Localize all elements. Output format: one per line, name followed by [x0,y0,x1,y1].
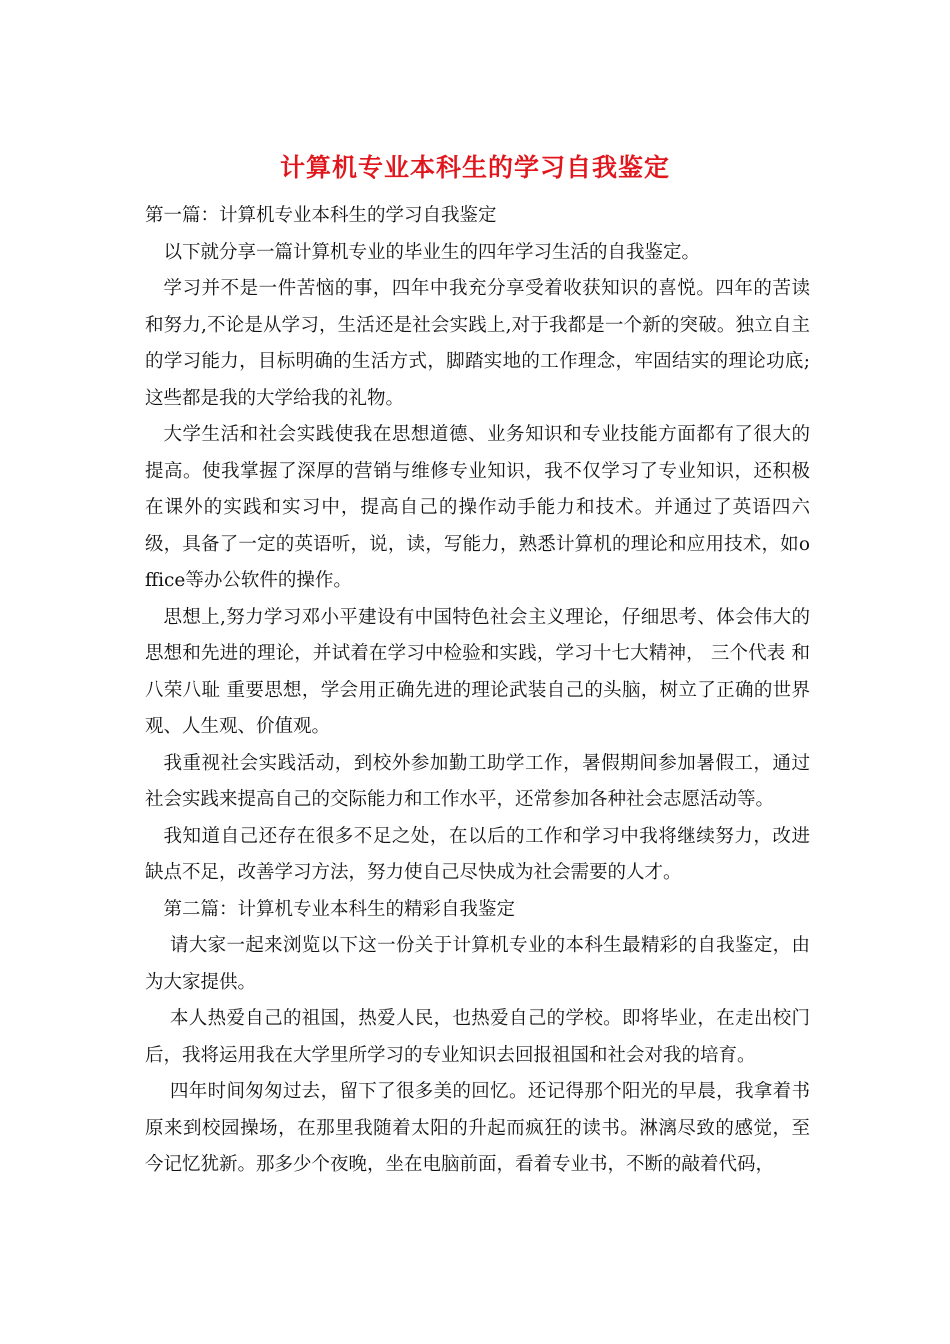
paragraph: 我知道自己还存在很多不足之处，在以后的工作和学习中我将继续努力，改进缺点不足，改善学习方法，努力使自己尽快成为社会需要的人才。 [145,825,810,883]
section-heading-1: 第一篇：计算机专业本科生的学习自我鉴定 [145,205,497,226]
paragraph: 我重视社会实践活动，到校外参加勤工助学工作，暑假期间参加暑假工，通过社会实践来提高自己的交际能力和工作水平，还常参加各种社会志愿活动等。 [145,752,810,810]
document-body [145,198,810,1184]
paragraph: 思想上,努力学习邓小平建设有中国特色社会主义理论，仔细思考、体会伟大的思想和先进的理论，并试着在学习中检验和实践，学习十七大精神， 三个代表 和 八荣八耻 重要思想，学会用正确先进的理论武装自己的头脑，树立了正确的世界观、人生观、价值观。 [145,606,810,737]
paragraph: 四年时间匆匆过去，留下了很多美的回忆。还记得那个阳光的早晨，我拿着书原来到校园操场，在那里我随着太阳的升起而疯狂的读书。淋漓尽致的感觉，至今记忆犹新。那多少个夜晚，坐在电脑前面，看着专业书，不断的敲着代码， [145,1081,810,1175]
paragraph: 以下就分享一篇计算机专业的毕业生的四年学习生活的自我鉴定。 [163,241,701,263]
section-heading-2: 第二篇：计算机专业本科生的精彩自我鉴定 [163,898,516,920]
paragraph: 学习并不是一件苦恼的事，四年中我充分享受着收获知识的喜悦。四年的苦读和努力,不论是从学习，生活还是社会实践上,对于我都是一个新的突破。独立自主的学习能力，目标明确的生活方式，脚踏实地的工作理念，牢固结实的理论功底;这些都是我的大学给我的礼物。 [145,278,810,409]
paragraph: 大学生活和社会实践使我在思想道德、业务知识和专业技能方面都有了很大的提高。使我掌握了深厚的营销与维修专业知识，我不仅学习了专业知识，还积极在课外的实践和实习中，提高自己的操作动手能力和技术。并通过了英语四六级，具备了一定的英语听，说，读，写能力，熟悉计算机的理论和应用技术，如office等办公软件的操作。 [145,424,810,591]
paragraph: 请大家一起来浏览以下这一份关于计算机专业的本科生最精彩的自我鉴定，由为大家提供。 [145,935,810,993]
paragraph: 本人热爱自己的祖国，热爱人民，也热爱自己的学校。即将毕业，在走出校门后，我将运用我在大学里所学习的专业知识去回报祖国和社会对我的培育。 [145,1008,810,1066]
document-title: 计算机专业本科生的学习自我鉴定 [279,153,670,182]
